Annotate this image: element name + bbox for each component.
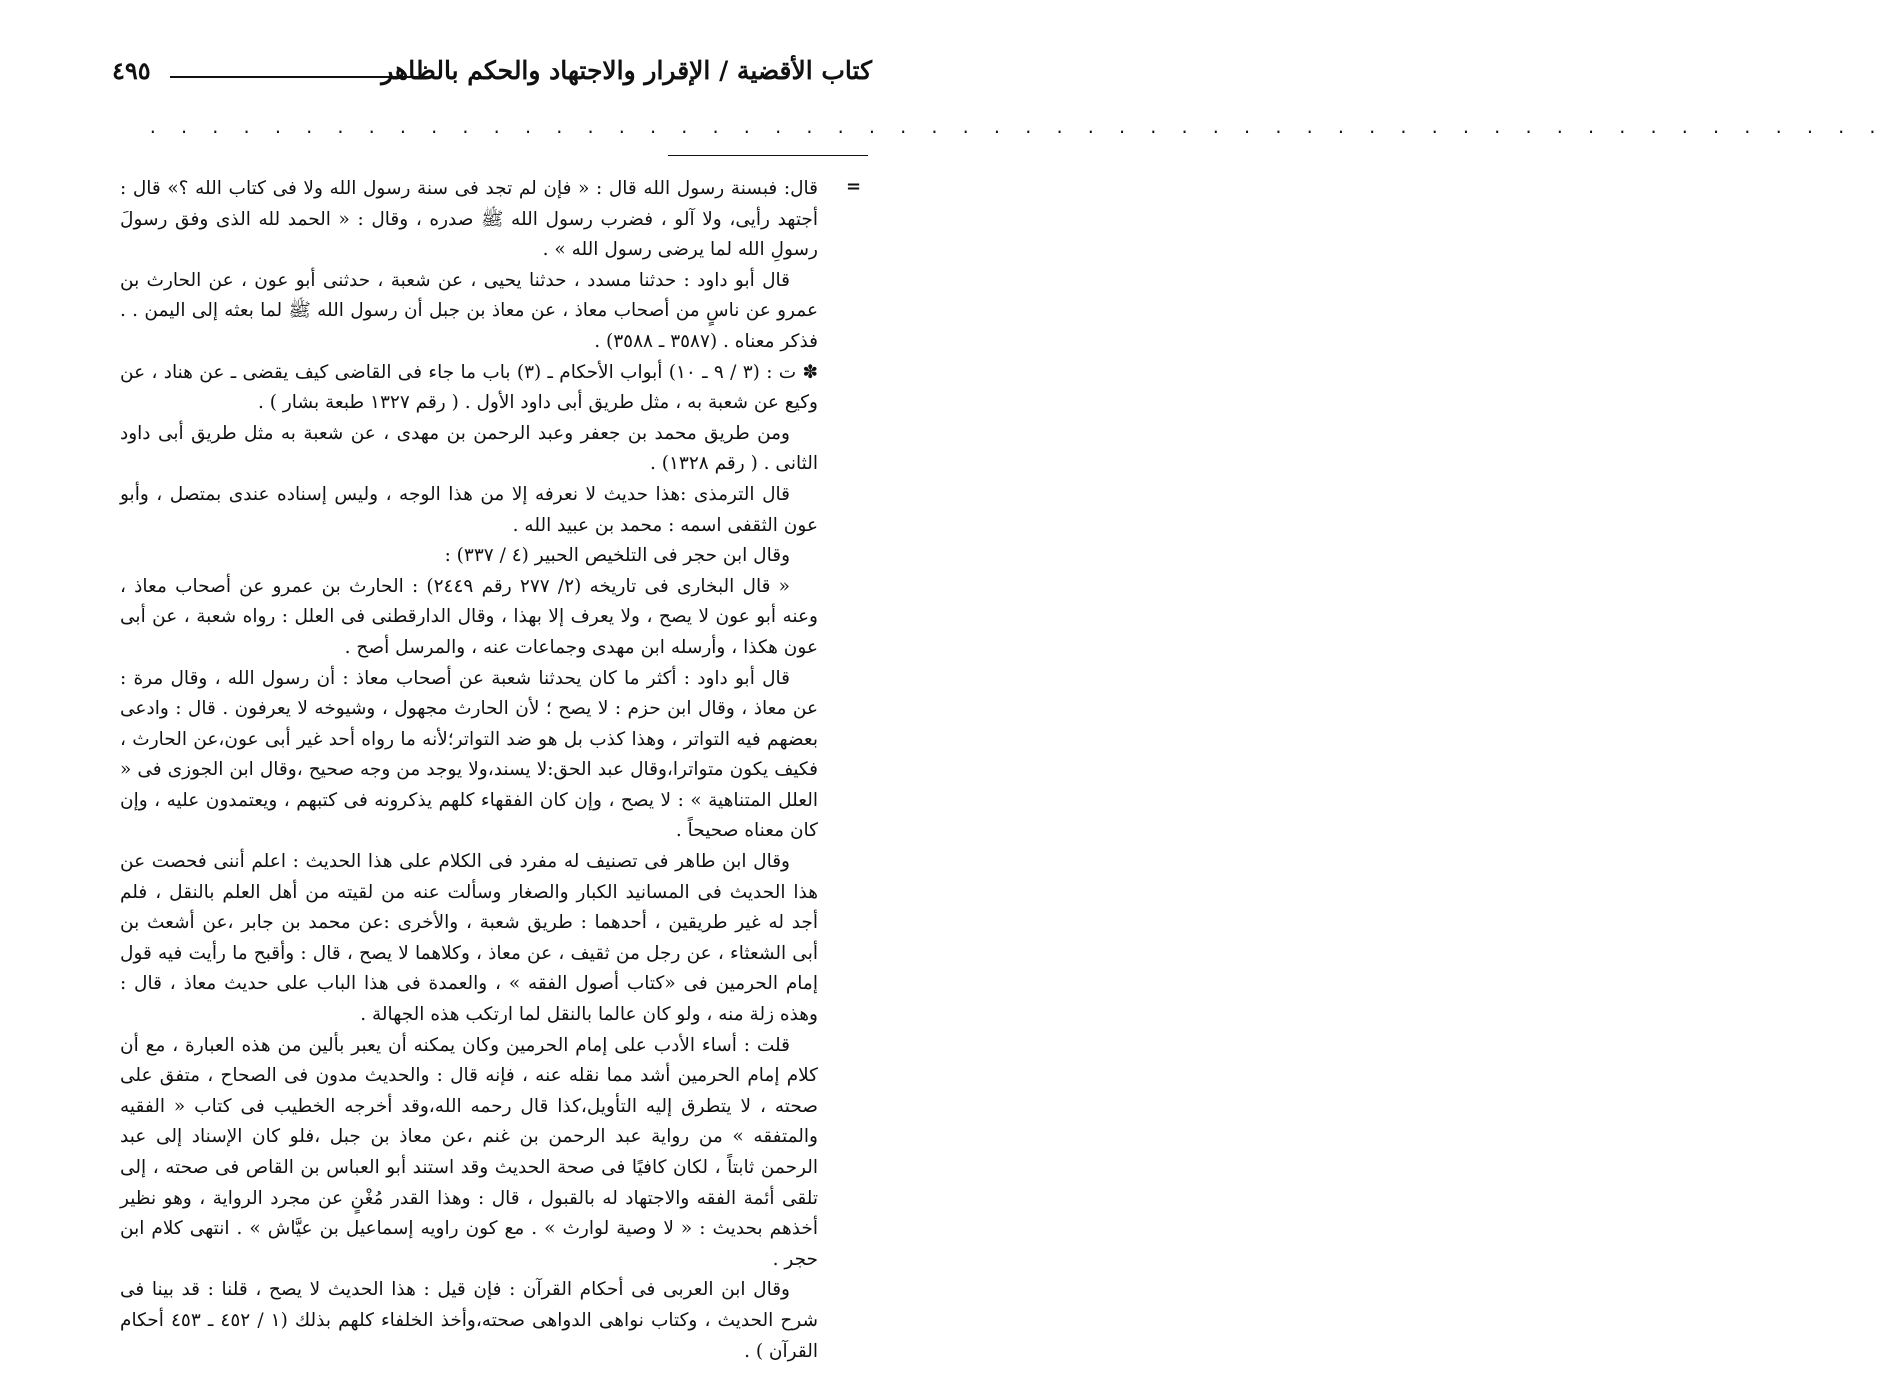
continuation-mark: = xyxy=(846,176,862,197)
paragraph: قال أبو داود : أكثر ما كان يحدثنا شعبة عن أصحاب معاذ : أن رسول الله ، وقال مرة : عن معاذ ، وقال ابن حزم : لا يصح ؛ لأن الحارث مجهول ، وشيوخه لا يعرفون . قال : وادعى بعضهم فيه التواتر ، وهذا كذب بل هو ضد التواتر؛لأنه ما رواه أحد غير أبى عون،عن الحارث ، فكيف يكون متواترا،وقال عبد الحق:لا يسند،ولا يوجد من وجه صحيح ،وقال ابن الجوزى فى « العلل المتناهية » : لا يصح ، وإن كان الفقهاء كلهم يذكرونه فى كتبهم ، ويعتمدون عليه ، وإن كان معناه صحيحاً . xyxy=(120,667,818,842)
paragraph: وقال ابن حجر فى التلخيص الحبير (٤ / ٣٣٧) : xyxy=(444,545,790,567)
paragraph: قلت : أساء الأدب على إمام الحرمين وكان يمكنه أن يعبر بألين من هذه العبارة ، مع أن كلام إمام الحرمين أشد مما نقله عنه ، فإنه قال : والحديث مدون فى الصحاح ، متفق على صحته ، لا يتطرق إليه التأويل،كذا قال رحمه الله،وقد أخرجه الخطيب فى كتاب « الفقيه والمتفقه » من رواية عبد الرحمن بن غنم ،عن معاذ بن جبل ،فلو كان الإسناد إلى عبد الرحمن ثابتاً ، لكان كافيًا فى صحة الحديث وقد استند أبو العباس بن القاص فى صحته ، إلى تلقى أئمة الفقه والاجتهاد له بالقبول ، قال : وهذا القدر مُغْنٍ عن مجرد الرواية ، وهو نظير أخذهم بحديث : « لا وصية لوارث » . مع كون راويه إسماعيل بن عيَّاش » . انتهى كلام ابن حجر . xyxy=(120,1034,818,1270)
paragraph: قال أبو داود : حدثنا مسدد ، حدثنا يحيى ، عن شعبة ، حدثنى أبو عون ، عن الحارث بن عمرو عن ناسٍ من أصحاب معاذ ، عن معاذ بن جبل أن رسول الله ﷺ لما بعثه إلى اليمن . . فذكر معناه . (٣٥٨٧ ـ ٣٥٨٨) . xyxy=(120,269,818,352)
paragraph: وقال ابن طاهر فى تصنيف له مفرد فى الكلام على هذا الحديث : اعلم أننى فحصت عن هذا الحديث فى المسانيد الكبار والصغار وسألت عنه من لقيته من أهل العلم بالنقل ، فلم أجد له غير طريقين ، أحدهما : طريق شعبة ، والأخرى :عن محمد بن جابر ،عن أشعث بن أبى الشعثاء ، عن رجل من ثقيف ، عن معاذ ، وكلاهما لا يصح ، قال : وأقبح ما رأيت فيه قول إمام الحرمين فى «كتاب أصول الفقه » ، والعمدة فى هذا الباب على حديث معاذ ، قال : وهذه زلة منه ، ولو كان عالما بالنقل لما ارتكب هذه الجهالة . xyxy=(120,851,818,1026)
paragraph: ومن طريق محمد بن جعفر وعبد الرحمن بن مهدى ، عن شعبة به مثل طريق أبى داود الثانى . ( رقم ١٣٢٨) . xyxy=(120,422,818,475)
paragraph: قال: فبسنة رسول الله قال : « فإن لم تجد فى سنة رسول الله ولا فى كتاب الله ؟» قال : أجتهد رأيى، ولا آلو ، فضرب رسول الله ﷺ صدره ، وقال : « الحمد لله الذى وفق رسولَ رسولِ الله لما يرضى رسول الله » . xyxy=(120,178,818,261)
page-number: ٤٩٥ xyxy=(112,56,151,85)
paragraph: « قال البخارى فى تاريخه (٢/ ٢٧٧ رقم ٢٤٤٩) : الحارث بن عمرو عن أصحاب معاذ ، وعنه أبو عون لا يصح ، ولا يعرف إلا بهذا ، وقال الدارقطنى فى العلل : رواه شعبة ، عن أبى عون هكذا ، وأرسله ابن مهدى وجماعات عنه ، والمرسل أصح . xyxy=(120,575,818,658)
footnote-body xyxy=(120,174,818,1367)
header-rule xyxy=(170,76,434,78)
paragraph: ✽ ت : (٣ / ٩ ـ ١٠) أبواب الأحكام ـ (٣) باب ما جاء فى القاضى كيف يقضى ـ عن هناد ، عن وكيع عن شعبة به ، مثل طريق أبى داود الأول . ( رقم ١٣٢٧ طبعة بشار ) . xyxy=(120,361,818,414)
running-header xyxy=(112,52,872,98)
dotted-separator: . . . . . . . . . . . . . . . . . . . . . . . . . . . . . . . . . . . . . . . . . . . . . . . . . . . . . . . . xyxy=(148,118,1883,137)
footnote-rule xyxy=(668,155,868,156)
paragraph: وقال ابن العربى فى أحكام القرآن : فإن قيل : هذا الحديث لا يصح ، قلنا : قد بينا فى شرح الحديث ، وكتاب نواهى الدواهى صحته،وأخذ الخلفاء كلهم بذلك (١ / ٤٥٢ ـ ٤٥٣ أحكام القرآن ) . xyxy=(120,1279,819,1362)
chapter-title: كتاب الأقضية / الإقرار والاجتهاد والحكم بالظاهر xyxy=(381,56,872,85)
paragraph: قال الترمذى :هذا حديث لا نعرفه إلا من هذا الوجه ، وليس إسناده عندى بمتصل ، وأبو عون الثقفى اسمه : محمد بن عبيد الله . xyxy=(120,483,818,536)
